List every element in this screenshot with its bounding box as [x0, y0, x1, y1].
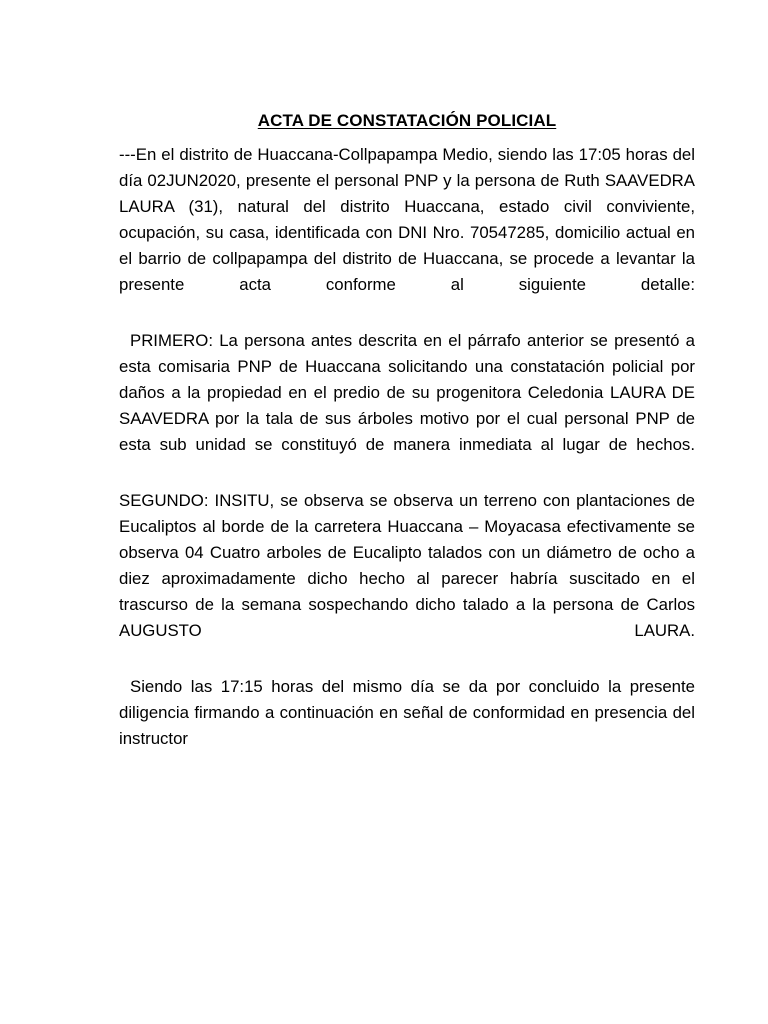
paragraph-cierre: Siendo las 17:15 horas del mismo día se da por concluido la presente diligencia firmando a continuación en señal de conformidad en presencia del instructor — [119, 677, 695, 748]
page-title-text: ACTA DE CONSTATACIÓN POLICIAL — [257, 111, 557, 130]
paragraph-segundo: SEGUNDO: INSITU, se observa se observa un terreno con plantaciones de Eucaliptos al borde de la carretera Huaccana – Moyacasa efectivamente se observa 04 Cuatro arboles de Eucalipto talados con un diámetro de ocho a diez aproximadamente dicho hecho al parecer habría suscitado en el trascurso de la semana sospechando dicho talado a la persona de Carlos AUGUSTO LAURA. — [119, 491, 695, 640]
page-title — [119, 108, 695, 134]
paragraph-intro: ---En el distrito de Huaccana-Collpapampa Medio, siendo las 17:05 horas del día 02JUN2020, presente el personal PNP y la persona de Ruth SAAVEDRA LAURA (31), natural del distrito Huaccana, estado civil conviviente, ocupación, su casa, identificada con DNI Nro. 70547285, domicilio actual en el barrio de collpapampa del distrito de Huaccana, se procede a levantar la presente acta conforme al siguiente detalle: — [119, 145, 695, 294]
document-body — [119, 108, 695, 778]
paragraph-primero: PRIMERO: La persona antes descrita en el párrafo anterior se presentó a esta comisaria PNP de Huaccana solicitando una constatación policial por daños a la propiedad en el predio de su progenitora Celedonia LAURA DE SAAVEDRA por la tala de sus árboles motivo por el cual personal PNP de esta sub unidad se constituyó de manera inmediata al lugar de hechos. — [119, 331, 695, 454]
